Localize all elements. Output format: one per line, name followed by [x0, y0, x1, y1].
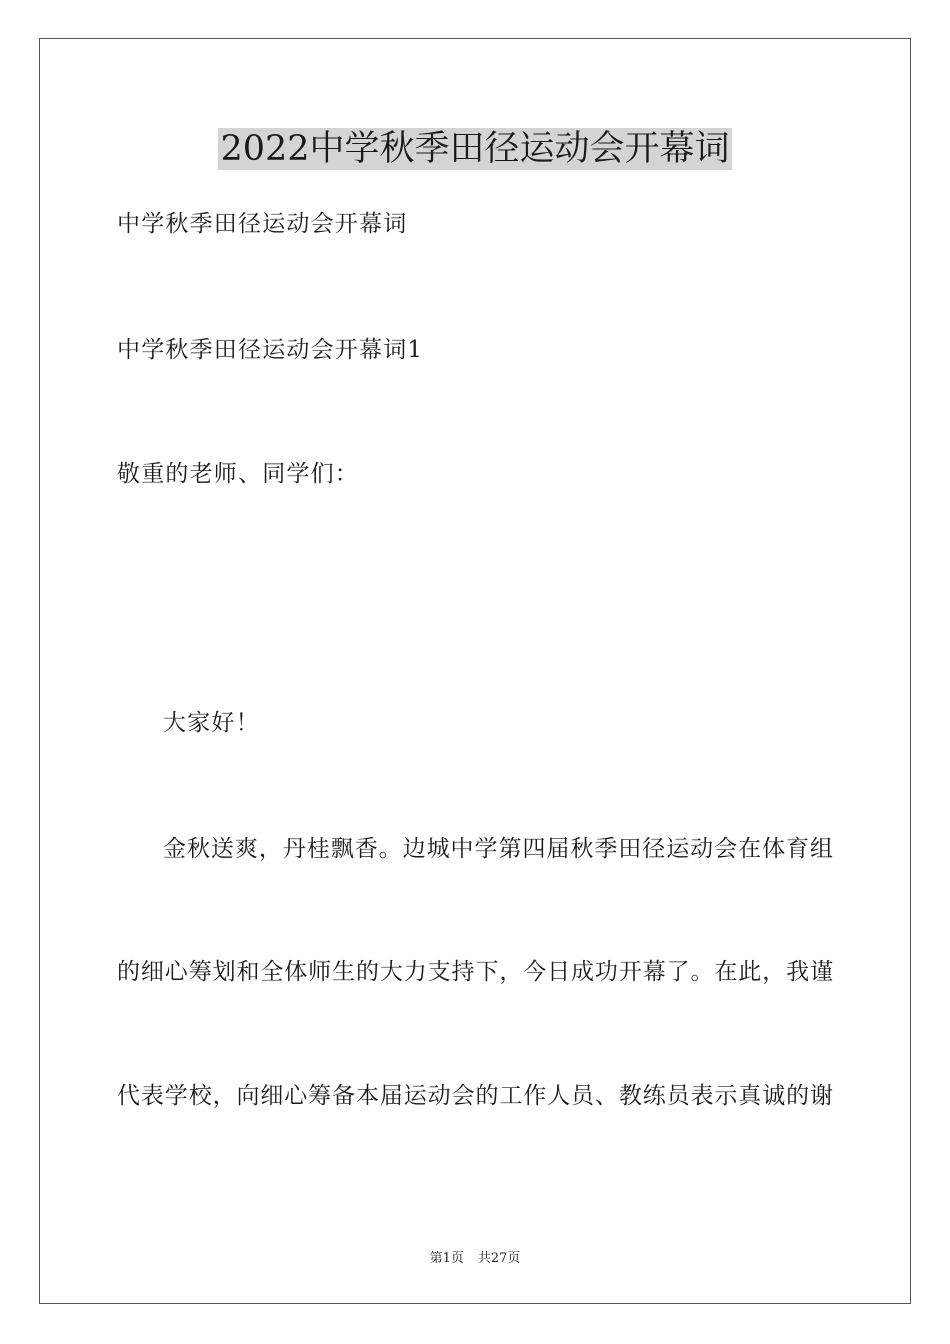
page-number: 第1页: [429, 1251, 464, 1266]
document-subtitle: 中学秋季田径运动会开幕词: [117, 211, 408, 237]
page-footer: [0, 1247, 950, 1266]
section-heading: 中学秋季田径运动会开幕词1: [117, 337, 424, 363]
document-title-wrapper: [0, 128, 950, 170]
greeting: 大家好！: [163, 710, 260, 736]
paragraph-line: 代表学校，向细心筹备本届运动会的工作人员、教练员表示真诚的谢: [117, 1083, 833, 1109]
paragraph-line: 的细心筹划和全体师生的大力支持下，今日成功开幕了。在此，我谨: [117, 959, 833, 985]
document-title: 2022中学秋季田径运动会开幕词: [220, 129, 730, 169]
paragraph-line: 金秋送爽，丹桂飘香。边城中学第四届秋季田径运动会在体育组: [163, 836, 833, 862]
salutation: 敬重的老师、同学们：: [117, 461, 359, 487]
page-total: 共27页: [477, 1251, 521, 1266]
